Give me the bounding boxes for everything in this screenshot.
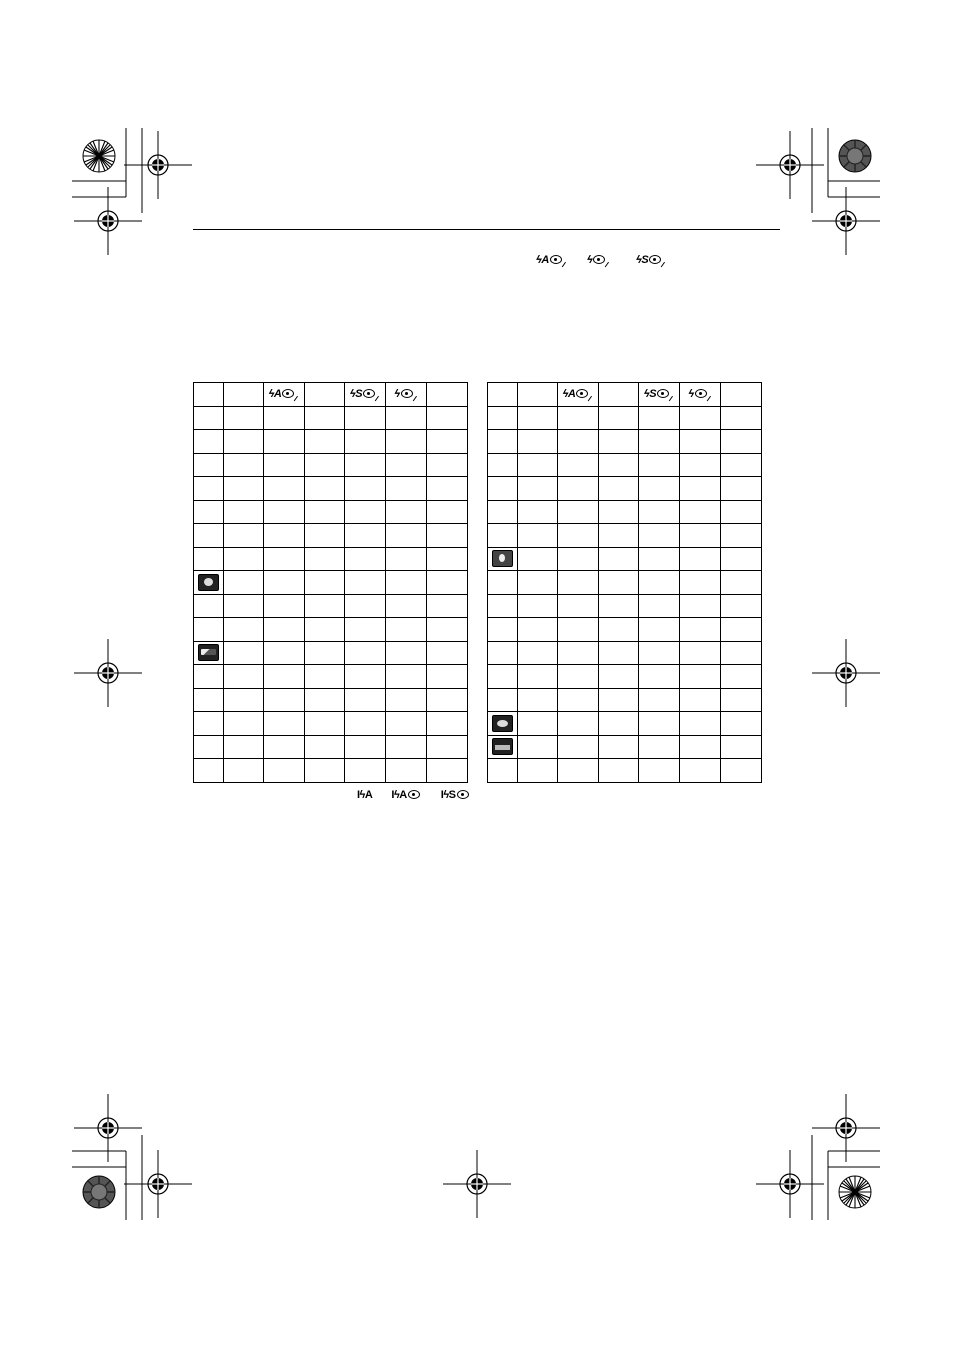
table-cell <box>386 735 427 759</box>
table-cell <box>264 759 305 783</box>
flash-auto-redeye-symbol: ϟA <box>563 388 594 400</box>
table-cell <box>558 453 599 477</box>
table-cell <box>518 665 558 689</box>
table-cell <box>427 477 468 501</box>
table-cell <box>427 500 468 524</box>
table-cell <box>680 453 721 477</box>
header-cell <box>264 383 305 407</box>
table-cell <box>599 430 639 454</box>
table-cell <box>639 618 680 642</box>
table-cell <box>680 571 721 595</box>
flash-auto-symbol: IϟA <box>357 789 373 801</box>
table-cell <box>599 547 639 571</box>
table-cell <box>427 524 468 548</box>
flash-auto-redeye-symbol: IϟA <box>391 789 419 801</box>
table-cell <box>680 430 721 454</box>
table-cell <box>224 712 264 736</box>
table-cell <box>427 641 468 665</box>
table-row <box>488 571 762 595</box>
table-cell <box>264 712 305 736</box>
table-cell <box>639 500 680 524</box>
table-row <box>194 500 468 524</box>
food-icon <box>492 715 513 732</box>
table-row <box>194 547 468 571</box>
table-cell <box>386 712 427 736</box>
landscape-icon <box>198 644 219 661</box>
table-cell <box>224 453 264 477</box>
table-header-row <box>488 383 762 407</box>
table-cell <box>599 571 639 595</box>
table-cell <box>224 430 264 454</box>
table-cell <box>345 477 386 501</box>
scene-cell <box>194 759 224 783</box>
table-cell <box>599 735 639 759</box>
table-cell <box>599 641 639 665</box>
table-cell <box>224 688 264 712</box>
table-cell <box>721 453 762 477</box>
scene-cell <box>194 406 224 430</box>
table-cell <box>305 524 345 548</box>
table-cell <box>427 618 468 642</box>
flash-slow-redeye-symbol: ϟS <box>350 388 380 400</box>
table-cell <box>599 524 639 548</box>
table-cell <box>264 594 305 618</box>
table-cell <box>224 571 264 595</box>
table-cell <box>345 571 386 595</box>
table-cell <box>680 406 721 430</box>
table-cell <box>639 477 680 501</box>
table-cell <box>639 735 680 759</box>
scene-cell <box>488 594 518 618</box>
table-cell <box>345 524 386 548</box>
table-cell <box>680 688 721 712</box>
table-row <box>194 665 468 689</box>
table-cell <box>558 641 599 665</box>
table-cell <box>721 430 762 454</box>
table-row <box>194 524 468 548</box>
flash-slow-redeye-symbol: IϟS <box>441 789 469 801</box>
table-cell <box>680 665 721 689</box>
scene-cell <box>194 712 224 736</box>
table-row <box>488 406 762 430</box>
table-cell <box>721 477 762 501</box>
table-cell <box>305 477 345 501</box>
table-cell <box>680 641 721 665</box>
scene-cell <box>488 524 518 548</box>
table-cell <box>639 712 680 736</box>
header-cell <box>194 383 224 407</box>
table-cell <box>558 500 599 524</box>
table-row <box>488 735 762 759</box>
table-row <box>488 712 762 736</box>
table-cell <box>639 641 680 665</box>
table-cell <box>721 594 762 618</box>
table-cell <box>518 594 558 618</box>
scene-cell <box>488 500 518 524</box>
table-row <box>488 759 762 783</box>
table-cell <box>305 618 345 642</box>
table-cell <box>264 406 305 430</box>
table-cell <box>427 665 468 689</box>
table-row <box>194 618 468 642</box>
table-cell <box>305 735 345 759</box>
table-row <box>488 430 762 454</box>
table-cell <box>427 594 468 618</box>
table-cell <box>558 430 599 454</box>
table-cell <box>721 618 762 642</box>
scene-cell <box>488 688 518 712</box>
header-rule <box>193 229 780 230</box>
table-cell <box>305 688 345 712</box>
table-cell <box>721 406 762 430</box>
table-cell <box>518 500 558 524</box>
header-cell <box>488 383 518 407</box>
table-cell <box>680 594 721 618</box>
scene-cell <box>194 688 224 712</box>
table-cell <box>599 477 639 501</box>
table-row <box>194 641 468 665</box>
table-cell <box>345 618 386 642</box>
table-cell <box>264 571 305 595</box>
table-cell <box>345 759 386 783</box>
portrait-icon <box>198 574 219 591</box>
table-cell <box>305 665 345 689</box>
header-cell <box>305 383 345 407</box>
table-row <box>194 735 468 759</box>
table-cell <box>224 547 264 571</box>
flash-on-redeye-symbol: ϟ <box>587 254 610 266</box>
table-cell <box>305 406 345 430</box>
table-cell <box>427 430 468 454</box>
table-row <box>488 618 762 642</box>
table-cell <box>386 618 427 642</box>
table-cell <box>224 524 264 548</box>
table-cell <box>427 406 468 430</box>
table-cell <box>264 477 305 501</box>
table-cell <box>386 524 427 548</box>
header-cell <box>518 383 558 407</box>
table-cell <box>264 688 305 712</box>
table-cell <box>345 641 386 665</box>
table-row <box>194 453 468 477</box>
scene-cell <box>194 571 224 595</box>
table-cell <box>345 406 386 430</box>
scene-cell <box>194 618 224 642</box>
table-cell <box>680 477 721 501</box>
header-cell <box>427 383 468 407</box>
sunset-icon <box>492 738 513 755</box>
table-cell <box>518 477 558 501</box>
table-cell <box>386 688 427 712</box>
table-cell <box>386 406 427 430</box>
table-cell <box>224 641 264 665</box>
table-cell <box>680 524 721 548</box>
table-cell <box>345 500 386 524</box>
table-cell <box>721 547 762 571</box>
table-cell <box>599 618 639 642</box>
header-cell <box>639 383 680 407</box>
table-cell <box>224 665 264 689</box>
flash-slow-redeye-symbol: ϟS <box>644 388 674 400</box>
table-cell <box>721 688 762 712</box>
scene-cell <box>194 430 224 454</box>
header-cell <box>345 383 386 407</box>
table-cell <box>386 641 427 665</box>
scene-cell <box>194 453 224 477</box>
table-cell <box>721 665 762 689</box>
table-cell <box>721 571 762 595</box>
table-cell <box>721 524 762 548</box>
table-cell <box>345 735 386 759</box>
table-cell <box>721 641 762 665</box>
table-cell <box>305 712 345 736</box>
table-cell <box>639 759 680 783</box>
scene-cell <box>488 430 518 454</box>
scene-cell <box>488 665 518 689</box>
table-row <box>194 712 468 736</box>
table-cell <box>639 430 680 454</box>
scene-cell <box>488 477 518 501</box>
table-cell <box>558 759 599 783</box>
table-cell <box>558 477 599 501</box>
table-cell <box>558 594 599 618</box>
scene-cell <box>194 641 224 665</box>
table-cell <box>639 594 680 618</box>
table-row <box>194 571 468 595</box>
scene-cell <box>194 524 224 548</box>
table-cell <box>224 406 264 430</box>
table-cell <box>305 430 345 454</box>
table-row <box>488 547 762 571</box>
table-cell <box>518 406 558 430</box>
table-cell <box>264 641 305 665</box>
scene-cell <box>194 500 224 524</box>
table-row <box>488 688 762 712</box>
scene-cell <box>194 547 224 571</box>
table-cell <box>680 547 721 571</box>
table-cell <box>427 759 468 783</box>
table-cell <box>518 641 558 665</box>
table-cell <box>599 759 639 783</box>
table-cell <box>599 665 639 689</box>
table-cell <box>680 500 721 524</box>
table-cell <box>518 759 558 783</box>
header-cell <box>599 383 639 407</box>
scene-cell <box>488 712 518 736</box>
table-cell <box>224 477 264 501</box>
table-cell <box>639 453 680 477</box>
scene-cell <box>194 594 224 618</box>
scene-cell <box>488 759 518 783</box>
table-cell <box>345 712 386 736</box>
table-cell <box>305 594 345 618</box>
table-cell <box>518 430 558 454</box>
table-cell <box>558 735 599 759</box>
table-cell <box>264 665 305 689</box>
table-cell <box>305 571 345 595</box>
table-cell <box>224 759 264 783</box>
table-cell <box>264 500 305 524</box>
table-cell <box>345 688 386 712</box>
table-cell <box>386 477 427 501</box>
table-cell <box>345 594 386 618</box>
table-cell <box>427 712 468 736</box>
table-header-row <box>194 383 468 407</box>
flash-auto-redeye-symbol: ϟA <box>536 254 567 266</box>
table-cell <box>345 665 386 689</box>
table-cell <box>427 453 468 477</box>
table-cell <box>599 406 639 430</box>
table-cell <box>386 665 427 689</box>
table-cell <box>558 547 599 571</box>
table-cell <box>518 547 558 571</box>
table-cell <box>518 571 558 595</box>
table-row <box>488 524 762 548</box>
table-cell <box>386 571 427 595</box>
flash-on-redeye-symbol: ϟ <box>688 388 711 400</box>
table-cell <box>386 430 427 454</box>
table-cell <box>427 547 468 571</box>
table-cell <box>680 759 721 783</box>
table-cell <box>305 453 345 477</box>
table-cell <box>427 735 468 759</box>
table-cell <box>224 500 264 524</box>
table-row <box>194 759 468 783</box>
table-cell <box>518 618 558 642</box>
table-row <box>488 665 762 689</box>
table-cell <box>639 688 680 712</box>
scene-cell <box>488 571 518 595</box>
table-row <box>194 406 468 430</box>
table-cell <box>305 500 345 524</box>
table-cell <box>264 430 305 454</box>
table-cell <box>264 735 305 759</box>
table-row <box>488 500 762 524</box>
table-cell <box>518 453 558 477</box>
table-cell <box>721 712 762 736</box>
table-cell <box>558 524 599 548</box>
scene-cell <box>488 453 518 477</box>
table-cell <box>721 759 762 783</box>
header-cell <box>386 383 427 407</box>
scene-cell <box>194 735 224 759</box>
table-cell <box>305 547 345 571</box>
table-cell <box>345 453 386 477</box>
table-cell <box>224 594 264 618</box>
table-cell <box>518 712 558 736</box>
table-cell <box>558 571 599 595</box>
table-cell <box>599 453 639 477</box>
header-cell <box>558 383 599 407</box>
scene-cell <box>194 665 224 689</box>
table-row <box>194 688 468 712</box>
header-cell <box>224 383 264 407</box>
table-cell <box>518 524 558 548</box>
table-cell <box>639 524 680 548</box>
table-cell <box>558 688 599 712</box>
header-cell <box>721 383 762 407</box>
table-row <box>488 477 762 501</box>
scene-cell <box>488 406 518 430</box>
table-cell <box>599 594 639 618</box>
table-cell <box>639 406 680 430</box>
header-cell <box>680 383 721 407</box>
table-cell <box>305 759 345 783</box>
table-cell <box>518 688 558 712</box>
table-cell <box>264 453 305 477</box>
table-cell <box>386 547 427 571</box>
table-cell <box>386 453 427 477</box>
footnote-symbols <box>357 789 469 801</box>
table-cell <box>639 665 680 689</box>
table-cell <box>639 571 680 595</box>
scene-cell <box>488 735 518 759</box>
table-cell <box>680 735 721 759</box>
table-cell <box>599 712 639 736</box>
flash-slow-redeye-symbol: ϟS <box>636 254 666 266</box>
table-row <box>194 477 468 501</box>
table-cell <box>386 759 427 783</box>
table-cell <box>599 500 639 524</box>
table-cell <box>558 665 599 689</box>
table-cell <box>680 712 721 736</box>
table-cell <box>386 594 427 618</box>
table-row <box>488 453 762 477</box>
table-cell <box>224 735 264 759</box>
table-cell <box>427 688 468 712</box>
scene-cell <box>488 618 518 642</box>
table-row <box>194 594 468 618</box>
table-cell <box>721 500 762 524</box>
table-cell <box>386 500 427 524</box>
flash-settings-table-left <box>193 382 468 783</box>
table-row <box>488 594 762 618</box>
table-cell <box>599 688 639 712</box>
table-cell <box>264 547 305 571</box>
night-scenery-icon <box>492 550 513 567</box>
flash-auto-redeye-symbol: ϟA <box>269 388 300 400</box>
scene-cell <box>194 477 224 501</box>
table-cell <box>558 406 599 430</box>
table-cell <box>639 547 680 571</box>
table-cell <box>427 571 468 595</box>
table-cell <box>680 618 721 642</box>
table-cell <box>558 712 599 736</box>
table-cell <box>721 735 762 759</box>
table-row <box>488 641 762 665</box>
table-cell <box>345 430 386 454</box>
flash-settings-table-right <box>487 382 762 783</box>
flash-on-redeye-symbol: ϟ <box>394 388 417 400</box>
table-cell <box>558 618 599 642</box>
table-row <box>194 430 468 454</box>
table-cell <box>345 547 386 571</box>
scene-cell <box>488 641 518 665</box>
table-cell <box>264 524 305 548</box>
table-cell <box>224 618 264 642</box>
table-cell <box>264 618 305 642</box>
table-cell <box>518 735 558 759</box>
scene-cell <box>488 547 518 571</box>
table-cell <box>305 641 345 665</box>
